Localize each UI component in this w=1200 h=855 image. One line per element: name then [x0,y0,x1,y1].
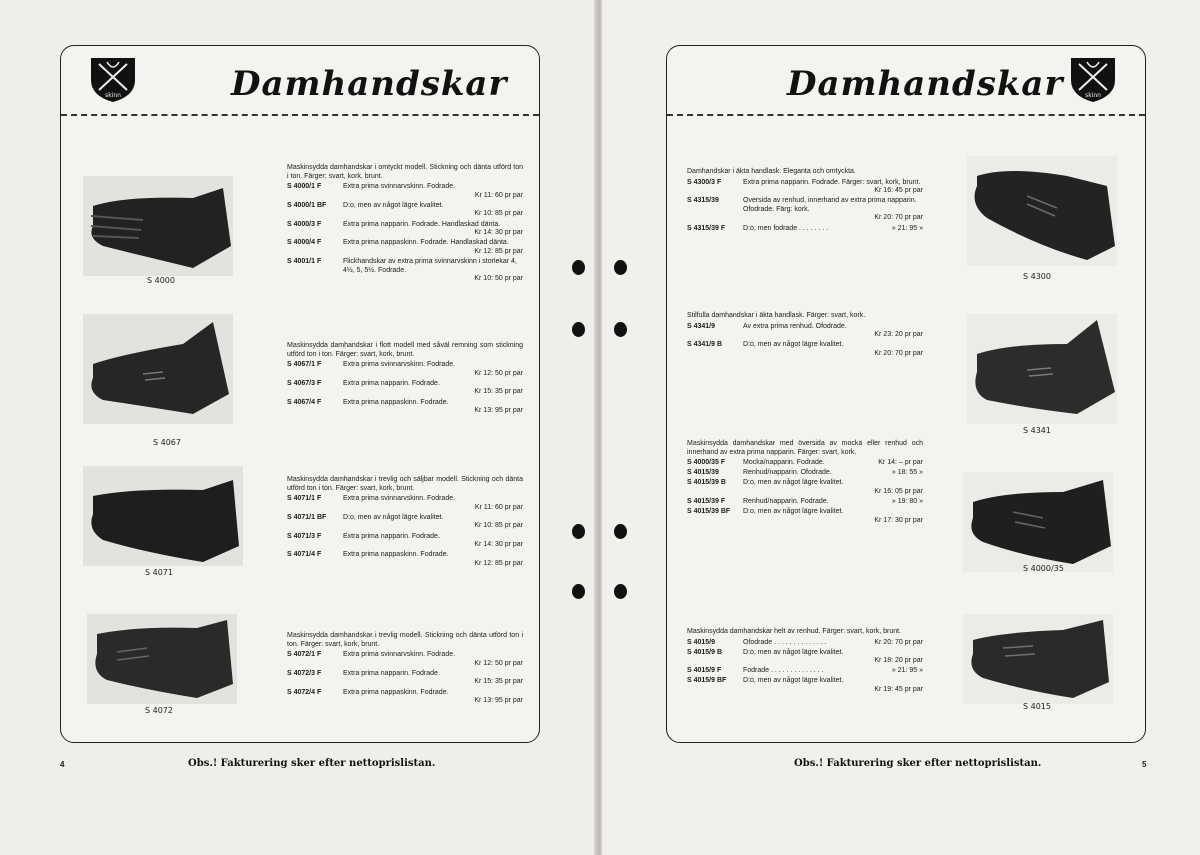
article-price: Kr 20: 70 pr par [874,214,923,222]
price-row [287,380,523,397]
punch-hole [572,584,585,599]
article-price: Kr 10: 85 pr par [474,210,523,218]
price-row [287,183,523,200]
glove-photo-s4071 [83,466,243,566]
article-code: S 4015/9 BF [687,677,727,685]
article-price: Kr 14: – pr par [878,459,923,467]
price-row [287,533,523,550]
heading-divider [667,114,1145,116]
article-text: Extra prima nappaskinn. Fodrade. Handlaskad dänta. [343,239,509,247]
price-row [287,361,523,378]
price-row [687,498,923,507]
article-price: Kr 15: 35 pr par [474,678,523,686]
article-code: S 4015/39 F [687,498,726,506]
article-text: Av extra prima renhud. Ofodrade. [743,322,847,330]
page-heading: Damhandskar [231,64,508,104]
article-code: S 4341/9 B [687,341,723,349]
logo-text: skinn [1085,92,1101,99]
article-code: S 4067/3 F [287,379,322,387]
product-description: Maskinsydda damhandskar i trevlig och säljbar modell. Stickning och dänta utförd ton i ton. Färger: svart, kork, brunt. [287,476,523,492]
article-code: S 4000/1 BF [287,201,327,209]
article-text: Flickhandskar av extra prima svinnarvskinn i storlekar 4, 4½, 5, 5½. Fodrade. [343,257,517,274]
glove-photo-s4000 [83,176,233,276]
article-code: S 4000/3 F [287,220,322,228]
article-price: Kr 14: 30 pr par [474,541,523,549]
right-page [602,0,1200,855]
article-text: D:o, men av något lägre kvalitet. [343,513,444,521]
punch-hole [614,584,627,599]
product-description: Maskinsydda damhandskar i trevlig modell. Stickning och dänta utförd ton i ton. Färger: svart, kork, brunt. [287,632,523,648]
article-code: S 4071/1 F [287,495,322,503]
article-price: Kr 18: 20 pr par [874,657,923,665]
article-price: Kr 11: 60 pr par [474,191,523,199]
price-row [287,670,523,687]
footer-note: Obs.! Fakturering sker efter nettoprislistan. [188,758,436,769]
product-block-s4067 [287,342,523,417]
article-price: » 19: 80 » [891,498,923,506]
punch-hole [614,524,627,539]
page-heading: Damhandskar [787,64,1064,104]
price-row [687,667,923,676]
price-row [687,677,923,694]
page-number: 5 [1142,760,1147,769]
article-code: S 4015/39 B [687,479,726,487]
punch-hole [572,322,585,337]
article-code: S 4015/9 B [687,648,723,656]
price-row [287,239,523,256]
product-description: Damhandskar i äkta handlask. Eleganta och omtyckta. [687,168,856,175]
article-text: Extra prima napparin. Fodrade. [343,379,440,387]
price-row [287,651,523,668]
photo-caption: S 4071 [145,568,173,577]
article-text: Extra prima svinnarvskinn. Fodrade. [343,495,456,503]
price-row [687,469,923,478]
article-text: Extra prima svinnarvskinn. Fodrade. [343,183,456,191]
left-page-frame [60,45,540,743]
article-price: Kr 11: 60 pr par [474,503,523,511]
article-price: Kr 12: 50 pr par [474,369,523,377]
article-price: Kr 12: 85 pr par [474,559,523,567]
price-row [287,551,523,568]
article-price: » 21: 95 » [891,667,923,675]
skinn-crest-logo [87,54,139,104]
glove-photo-s4015 [963,614,1113,704]
article-price: Kr 13: 95 pr par [474,407,523,415]
article-price: Kr 12: 85 pr par [474,247,523,255]
punch-hole [614,322,627,337]
glove-photo-s4067 [83,314,233,424]
article-code: S 4015/9 [687,638,716,646]
price-row [287,202,523,219]
article-text: Extra prima nappaskinn. Fodrade. [343,551,449,559]
article-text: Extra prima svinnarvskinn. Fodrade. [343,361,456,369]
product-description: Maskinsydda damhandskar helt av renhud. Färger: svart, kork, brunt. [687,628,901,635]
article-text: Extra prima napparin. Fodrade. Handlaskad dänta. [343,220,501,228]
heading-divider [61,114,539,116]
photo-caption: S 4072 [145,706,173,715]
article-text: D:o, men fodrade . . . . . . . . [743,224,829,232]
article-price: Kr 15: 35 pr par [474,388,523,396]
article-price: Kr 19: 45 pr par [874,686,923,694]
glove-photo-s4000-35 [963,472,1113,572]
article-text: Extra prima napparin. Fodrade. [343,532,440,540]
article-text: Fodrade . . . . . . . . . . . . . . [743,667,824,675]
article-text: D:o, men av något lägre kvalitet. [743,341,844,349]
price-row [287,399,523,416]
article-price: » 21: 95 » [891,224,923,232]
price-row [687,197,923,223]
price-row [287,495,523,512]
article-code: S 4015/39 BF [687,508,731,516]
product-block-s4071 [287,476,523,570]
article-price: Kr 14: 30 pr par [474,229,523,237]
price-row [687,508,923,525]
product-block-s4000-35 [687,440,923,527]
article-code: S 4000/35 F [687,459,726,467]
page-number: 4 [60,760,65,769]
article-code: S 4001/1 F [287,257,322,265]
product-block-s4015 [687,628,923,696]
article-text: Renhud/napparin. Ofodrade. [743,469,832,477]
article-price: Kr 13: 95 pr par [474,697,523,705]
article-price: Kr 20: 70 pr par [874,349,923,357]
product-block-s4341 [687,312,923,360]
article-code: S 4071/1 BF [287,513,327,521]
article-text: D:o, men av något lägre kvalitet. [743,479,844,487]
skinn-crest-logo [1067,54,1119,104]
article-price: Kr 10: 85 pr par [474,522,523,530]
price-row [687,459,923,468]
article-price: Kr 23: 20 pr par [874,331,923,339]
article-text: D:o, men av något lägre kvalitet. [743,508,844,516]
article-code: S 4015/9 F [687,667,722,675]
price-row [687,341,923,358]
article-text: Oversida av renhud, innerhand av extra prima napparin. Ofodrade. Färg: kork. [743,197,917,213]
article-price: Kr 10: 50 pr par [474,275,523,283]
article-text: D:o, men av något lägre kvalitet. [343,201,444,209]
article-price: Kr 17: 30 pr par [874,516,923,524]
punch-hole [572,524,585,539]
article-text: Ofodrade . . . . . . . . . . . . . . [743,638,827,646]
price-row [687,479,923,496]
article-code: S 4315/39 F [687,224,726,232]
article-text: Extra prima napparin. Fodrade. Färger: svart, kork, brunt. [743,178,921,186]
article-text: Extra prima svinnarvskinn. Fodrade. [343,651,456,659]
article-text: Extra prima nappaskinn. Fodrade. [343,688,449,696]
article-code: S 4000/4 F [287,239,322,247]
price-row [287,221,523,238]
photo-caption: S 4300 [1023,272,1051,281]
article-text: D:o, men av något lägre kvalitet. [743,677,844,685]
article-price: Kr 16: 45 pr par [874,187,923,195]
article-code: S 4341/9 [687,322,716,330]
article-price: Kr 16: 05 pr par [874,487,923,495]
article-text: D:o, men av något lägre kvalitet. [743,648,844,656]
price-row [287,258,523,284]
article-code: S 4071/4 F [287,551,322,559]
photo-caption: S 4067 [153,438,181,447]
product-block-s4300 [687,168,923,235]
product-block-s4072 [287,632,523,707]
product-description: Stilfulla damhandskar i äkta handlask. Färger: svart, kork. [687,312,866,319]
price-row [687,225,923,234]
glove-photo-s4300 [967,156,1117,266]
photo-caption: S 4015 [1023,702,1051,711]
punch-hole [572,260,585,275]
article-code: S 4072/1 F [287,651,322,659]
footer-note: Obs.! Fakturering sker efter nettoprislistan. [794,758,1042,769]
price-row [287,689,523,706]
price-row [687,323,923,340]
glove-photo-s4072 [87,614,237,704]
price-row [687,179,923,196]
article-code: S 4300/3 F [687,178,722,186]
photo-caption: S 4000 [147,276,175,285]
article-code: S 4071/3 F [287,532,322,540]
article-text: Mocka/napparin. Fodrade. [743,459,825,467]
product-block-s4000 [287,164,523,285]
article-price: Kr 20: 70 pr par [874,638,923,646]
photo-caption: S 4341 [1023,426,1051,435]
article-code: S 4315/39 [687,197,719,205]
article-text: Extra prima napparin. Fodrade. [343,669,440,677]
punch-hole [614,260,627,275]
article-text: Renhud/napparin. Fodrade. [743,498,829,506]
article-text: Extra prima nappaskinn. Fodrade. [343,398,449,406]
article-code: S 4067/4 F [287,398,322,406]
left-page [0,0,598,855]
glove-photo-s4341 [967,314,1117,424]
article-code: S 4072/3 F [287,669,322,677]
right-page-frame [666,45,1146,743]
article-price: Kr 12: 50 pr par [474,659,523,667]
article-code: S 4015/39 [687,469,719,477]
logo-text: skinn [105,92,121,99]
article-code: S 4000/1 F [287,183,322,191]
price-row [687,639,923,648]
price-row [687,649,923,666]
photo-caption: S 4000/35 [1023,564,1064,573]
article-code: S 4072/4 F [287,688,322,696]
article-price: » 18: 55 » [891,469,923,477]
product-description: Maskinsydda damhandskar i flott modell med såväl remning som stickning utförd ton i ton. Färger: svart, kork, brunt. [287,342,523,358]
product-description: Maskinsydda damhandskar med översida av mocka eller renhud och innerhand av extra prima napparin. Färger: svart, kork. [687,440,923,456]
price-row [287,514,523,531]
product-description: Maskinsydda damhandskar i omtyckt modell. Stickning och dänta utförd ton i ton. Färger: svart, kork, brunt. [287,164,523,180]
article-code: S 4067/1 F [287,361,322,369]
